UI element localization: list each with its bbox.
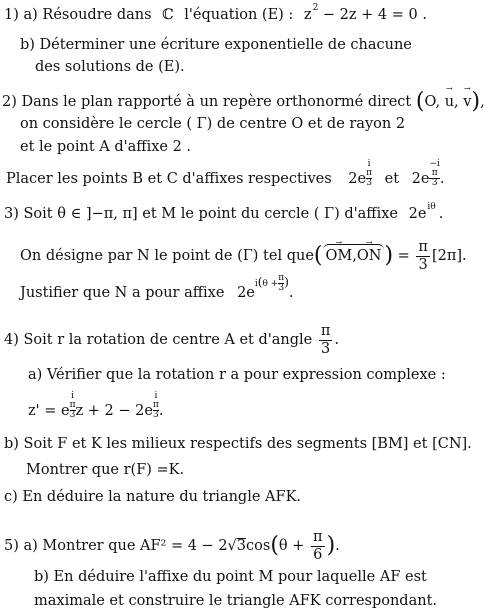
q5-b-line1: b) En déduire l'affixe du point M pour laquelle AF est xyxy=(34,569,427,585)
vector-v: → v xyxy=(463,91,471,110)
q3-line2: On désigne par N le point de (Γ) tel que(→ OM,→ ON ) = $\frac{\pi}{3}$ [2π]. xyxy=(20,240,467,272)
affix-m-base: 2e xyxy=(408,206,427,222)
modulo-text: [2π]. xyxy=(431,248,467,264)
q3-line1 xyxy=(4,202,444,222)
formula-end: . xyxy=(158,403,164,419)
exp-i: i xyxy=(71,391,74,401)
affix-c-exponent xyxy=(429,160,439,188)
q4-b-line2: Montrer que r(F) =K. xyxy=(26,462,185,478)
exp-num: π xyxy=(429,169,439,179)
q3-line3-text: Justifier que N a pour affixe xyxy=(20,285,225,301)
exp-den: 3 xyxy=(69,410,76,420)
cos-function: cos xyxy=(246,538,271,554)
affix-m-exponent: iθ xyxy=(427,202,436,212)
q2-line1-text: 2) Dans le plan rapporté à un repère orthonormé direct xyxy=(2,94,412,110)
q3-line3-end: . xyxy=(288,285,294,301)
q4-line1-text: 4) Soit r la rotation de centre A et d'angle xyxy=(4,332,313,348)
exp-den: 3 xyxy=(366,178,372,188)
affix-n-base: 2e xyxy=(237,285,255,301)
eq-z: z xyxy=(303,7,312,23)
q2-line4-text: Placer les points B et C d'affixes respectives xyxy=(6,171,332,187)
exp-den: 3 xyxy=(153,410,159,420)
angle-om-on: → OM,→ ON xyxy=(323,244,385,264)
affix-n-exponent: i(θ + $\frac{\pi}{3}$ ) xyxy=(254,273,289,293)
sqrt-radicand: 3 xyxy=(236,538,247,554)
frac-num: π xyxy=(320,323,331,339)
q2-line3: et le point A d'affixe 2 . xyxy=(20,139,192,155)
frac-num: π xyxy=(313,529,323,545)
formula-zprime: z' = e xyxy=(28,403,70,419)
cos-fraction xyxy=(311,530,325,562)
equals-sign: = xyxy=(397,248,410,264)
angle-fraction xyxy=(416,240,430,272)
complex-set-symbol: ℂ xyxy=(162,7,174,23)
frac-den: 3 xyxy=(418,256,428,273)
q4-line1-end: . xyxy=(334,332,339,348)
q1-a-label: 1) a) Résoudre dans xyxy=(4,7,152,23)
q5-a-line: 5) a) Montrer que AF² = 4 − 2√3cos(θ + $\frac{\pi}{6}$ ). xyxy=(4,529,340,563)
affix-b-exponent xyxy=(366,160,372,188)
q1-b-line2: des solutions de (E). xyxy=(35,59,185,75)
equation-e xyxy=(303,3,427,23)
affix-b-base: 2e xyxy=(348,171,367,187)
q4-a-formula xyxy=(28,391,164,420)
q4-line1 xyxy=(4,324,339,356)
q2-line4 xyxy=(6,159,445,188)
q4-c-line: c) En déduire la nature du triangle AFK. xyxy=(4,489,302,505)
q4-b-line1: b) Soit F et K les milieux respectifs des segments [BM] et [CN]. xyxy=(4,436,472,452)
affix-c-base: 2e xyxy=(411,171,430,187)
vector-u: → u xyxy=(445,91,454,110)
frac-den: 6 xyxy=(313,546,323,563)
frame-origin: O xyxy=(424,94,436,110)
exp-theta: θ + xyxy=(262,279,279,289)
vector-om: → OM xyxy=(326,245,353,264)
exp-i: i xyxy=(154,391,158,401)
q5-b-line2: maximale et construire le triangle AFK correspondant. xyxy=(34,593,438,609)
q3-line2-text: On désigne par N le point de (Γ) tel que xyxy=(20,248,314,264)
q2-line2: on considère le cercle ( Γ) de centre O et de rayon 2 xyxy=(20,116,406,132)
vector-on: → ON xyxy=(357,245,382,264)
cos-argument: θ + xyxy=(278,538,305,554)
exp-num: π xyxy=(278,273,285,283)
frac-den: 3 xyxy=(321,340,331,357)
q5-a-text: 5) a) Montrer que AF² = 4 − 2 xyxy=(4,538,228,554)
q1-a-eq-label: l'équation (E) : xyxy=(184,7,294,23)
exp-den: 3 xyxy=(431,178,438,188)
exp-i: i xyxy=(367,159,371,169)
and-word: et xyxy=(384,171,400,187)
q1-a-line xyxy=(4,3,427,23)
rotation-angle-fraction xyxy=(319,324,333,356)
exp-num: π xyxy=(152,400,159,410)
frac-num: π xyxy=(418,239,428,255)
q3-line1-text: 3) Soit θ ∈ ]−π, π] et M le point du cercle ( Γ) d'affixe xyxy=(4,206,398,222)
formula-mid: z + 2 − 2e xyxy=(75,403,153,419)
q1-b-line1: b) Déterminer une écriture exponentielle de chacune xyxy=(20,37,412,53)
q2-line4-end: . xyxy=(439,171,445,187)
exp-num: π xyxy=(366,168,373,178)
eq-exponent: 2 xyxy=(312,3,319,13)
q5-a-end: . xyxy=(335,538,340,554)
q3-line3 xyxy=(20,273,294,301)
exp-den: 3 xyxy=(278,283,285,293)
q2-line1: 2) Dans le plan rapporté à un repère orthonormé direct (O, → u, → v), xyxy=(2,91,485,111)
q4-a-line: a) Vérifier que la rotation r a pour expression complexe : xyxy=(28,367,446,383)
exp-num: π xyxy=(69,400,76,410)
eq-rest: − 2z + 4 = 0 . xyxy=(322,7,427,23)
exp-i: −i xyxy=(429,159,440,169)
q3-line1-end: . xyxy=(438,206,444,222)
exp-i: i xyxy=(254,279,258,289)
